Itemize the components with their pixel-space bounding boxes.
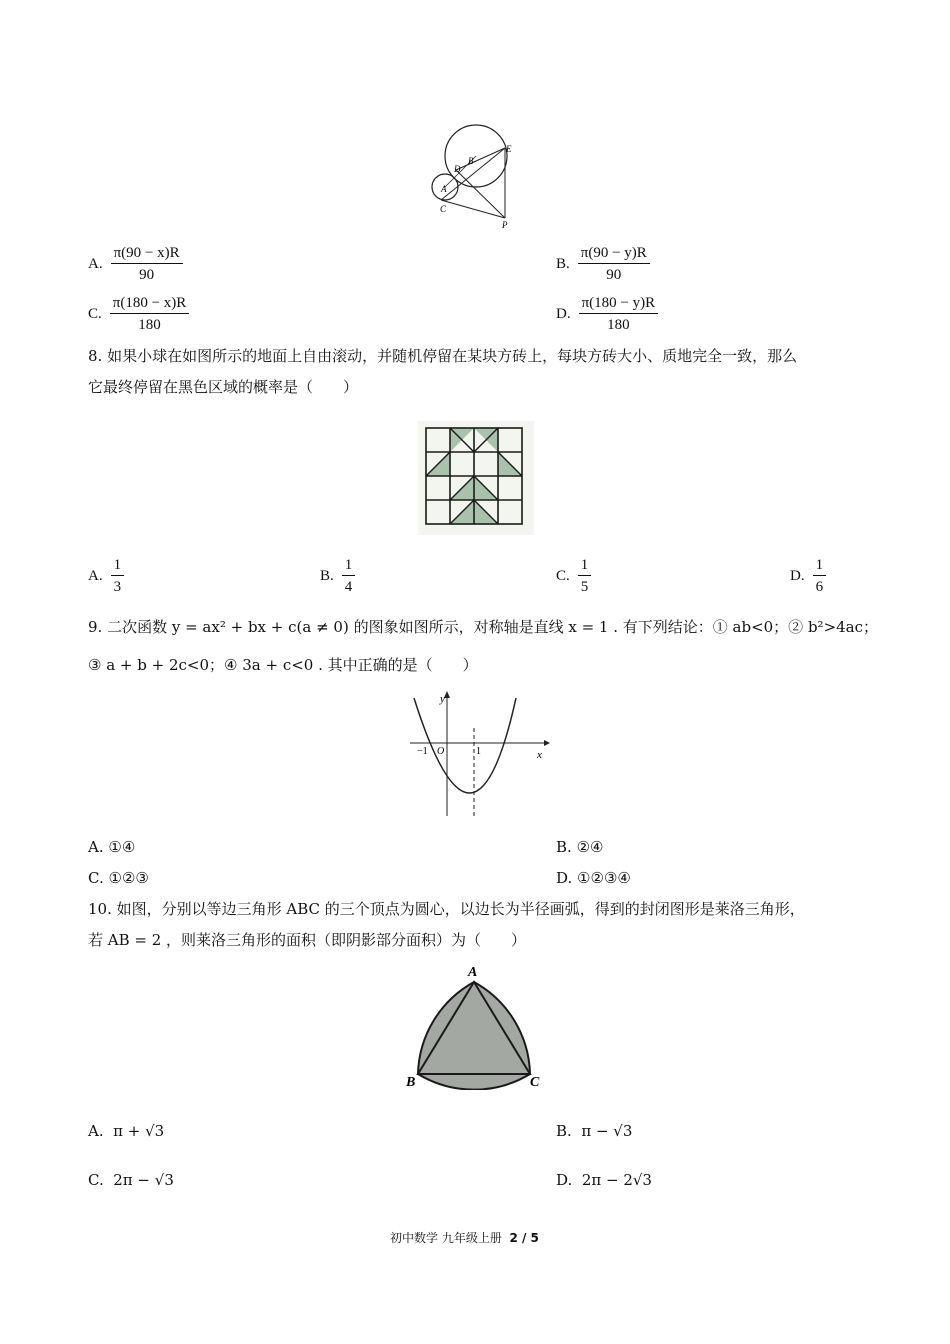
q10-label-b: B xyxy=(406,1075,416,1090)
q10-stem-line1: 10. 如图，分别以等边三角形 ABC 的三个顶点为圆心，以边长为半径画弧，得到的封闭图形是莱洛三角形， xyxy=(88,900,805,918)
fraction: $\frac{1}{4}$ xyxy=(342,556,356,596)
q9-one-label: 1 xyxy=(476,746,481,757)
fraction: $\frac{1}{3}$ xyxy=(111,556,125,596)
fraction: $\frac{\pi(180 - y)R}{180}$ xyxy=(579,294,659,334)
q10-option-d[interactable]: D. 2π − 2√3 xyxy=(556,1171,652,1189)
q7-option-a[interactable]: A. $\frac{\pi(90 - x)R}{90}$ xyxy=(88,244,183,284)
q8-option-a[interactable]: A. $\frac{1}{3}$ xyxy=(88,556,124,596)
q9-origin-label: O xyxy=(437,746,445,757)
footer-course: 初中数学 九年级上册 xyxy=(390,1231,502,1245)
q10-option-c[interactable]: C. 2π − √3 xyxy=(88,1171,174,1189)
fraction: $\frac{\pi(90 - y)R}{90}$ xyxy=(578,244,650,284)
page-number: 2 / 5 xyxy=(509,1231,539,1245)
q9-option-c[interactable]: C. ①②③ xyxy=(88,869,149,887)
fraction: $\frac{1}{6}$ xyxy=(813,556,827,596)
q7-label-e: E xyxy=(506,144,512,154)
q8-stem-line1: 8. 如果小球在如图所示的地面上自由滚动，并随机停留在某块方砖上，每块方砖大小、质地完全一致，那么 xyxy=(88,347,798,365)
page-footer xyxy=(390,1229,539,1246)
q7-option-b[interactable]: B. $\frac{\pi(90 - y)R}{90}$ xyxy=(556,244,650,284)
fraction: $\frac{\pi(90 - x)R}{90}$ xyxy=(111,244,183,284)
q9-option-b[interactable]: B. ②④ xyxy=(556,838,604,856)
q7-label-c: C xyxy=(440,204,447,214)
q7-label-p: P xyxy=(502,220,508,230)
q10-option-b[interactable]: B. π − √3 xyxy=(556,1122,633,1140)
q10-reuleaux-figure xyxy=(400,960,550,1090)
q8-option-c[interactable]: C. $\frac{1}{5}$ xyxy=(556,556,591,596)
q7-figure xyxy=(428,120,528,232)
fraction: $\frac{1}{5}$ xyxy=(578,556,592,596)
q10-label-c: C xyxy=(530,1075,540,1090)
q9-stem-line2: ③ a + b + 2c<0；④ 3a + c<0 . 其中正确的是（ ） xyxy=(88,656,478,674)
q7-label-a: A xyxy=(441,184,447,194)
q9-neg-one-label: −1 xyxy=(417,746,428,757)
q7-label-b: B xyxy=(468,156,474,166)
q7-option-d[interactable]: D. $\frac{\pi(180 - y)R}{180}$ xyxy=(556,294,658,334)
q7-option-c[interactable]: C. $\frac{\pi(180 - x)R}{180}$ xyxy=(88,294,189,334)
q7-label-d: D xyxy=(454,164,461,174)
q8-stem-line2: 它最终停留在黑色区域的概率是（ ） xyxy=(88,378,359,396)
q9-x-label: x xyxy=(537,749,542,761)
q9-stem-line1: 9. 二次函数 y = ax² + bx + c(a ≠ 0) 的图象如图所示，对称轴是直线 x = 1 . 有下列结论：① ab<0；② b²>4ac； xyxy=(88,618,879,636)
q9-parabola-graph xyxy=(404,688,554,818)
q9-option-a[interactable]: A. ①④ xyxy=(88,838,136,856)
q10-stem-line2: 若 AB = 2 ，则莱洛三角形的面积（即阴影部分面积）为（ ） xyxy=(88,931,527,949)
q9-option-d[interactable]: D. ①②③④ xyxy=(556,869,631,887)
q10-option-a[interactable]: A. π + √3 xyxy=(88,1122,165,1140)
q10-label-a: A xyxy=(468,965,478,980)
fraction: $\frac{\pi(180 - x)R}{180}$ xyxy=(110,294,190,334)
q8-option-d[interactable]: D. $\frac{1}{6}$ xyxy=(790,556,826,596)
q8-tile-figure xyxy=(418,421,534,535)
q9-y-label: y xyxy=(440,693,445,705)
q8-option-b[interactable]: B. $\frac{1}{4}$ xyxy=(320,556,355,596)
